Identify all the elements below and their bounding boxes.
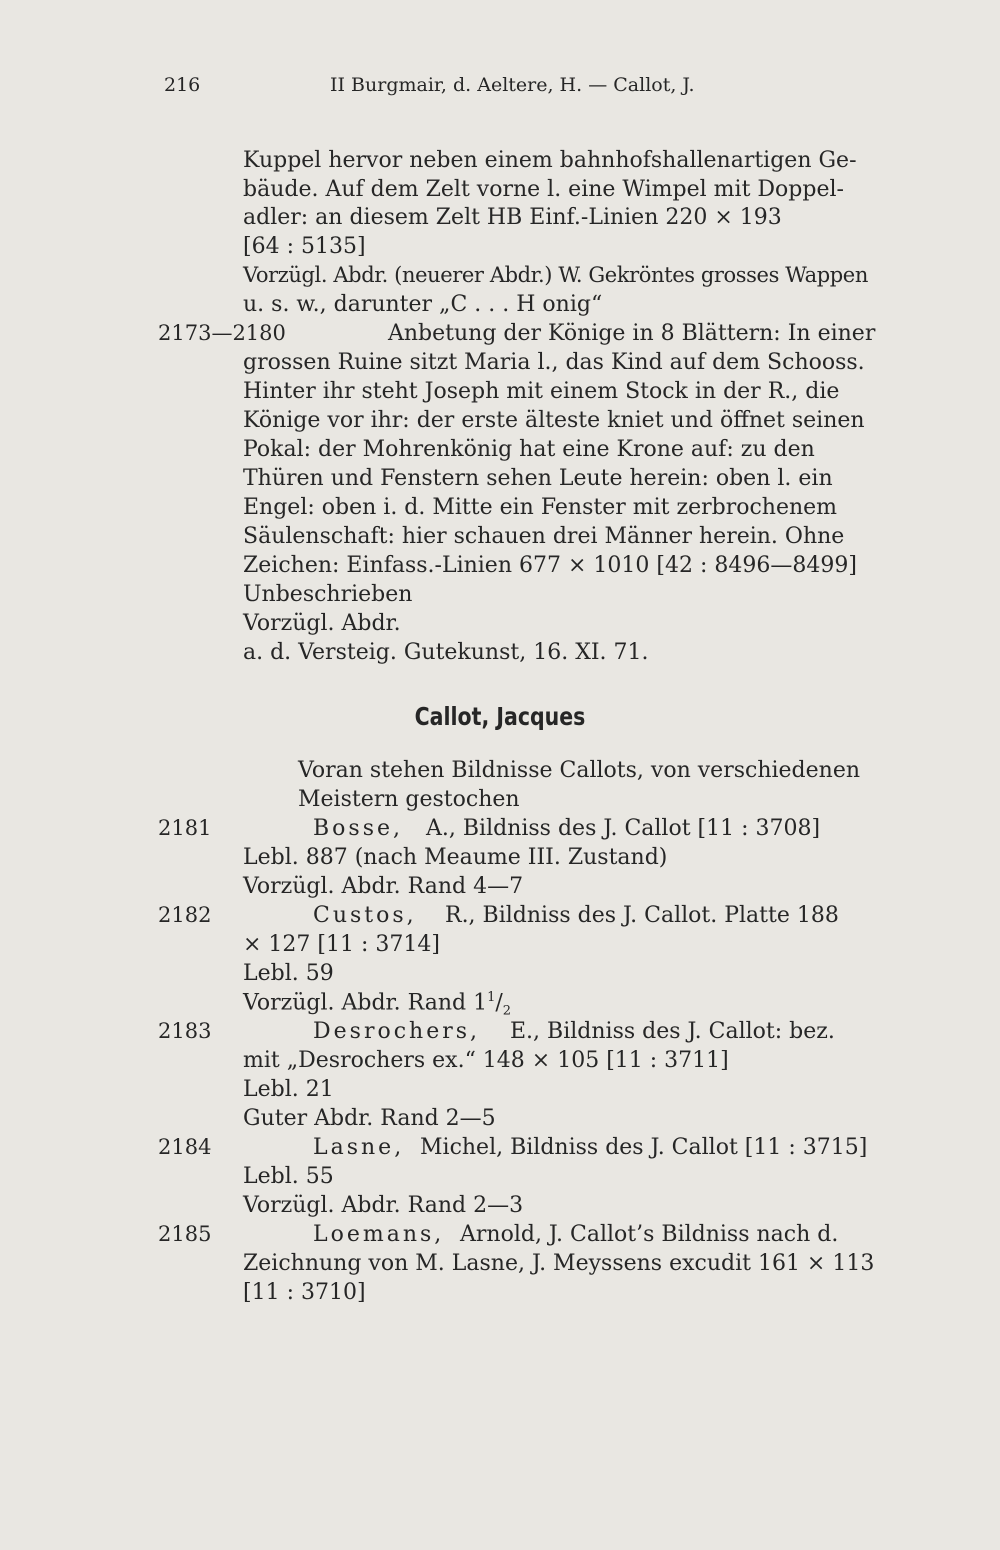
entry-number: 2182 [158, 903, 212, 927]
artist-name: Bosse, [313, 816, 404, 841]
text-line: [11 : 3710] [243, 1280, 366, 1305]
text-line: E., Bildniss des J. Callot: bez. [510, 1019, 835, 1044]
text-line: A., Bildniss des J. Callot [11 : 3708] [426, 816, 821, 841]
entry-number: 2184 [158, 1135, 212, 1159]
text-line: Voran stehen Bildnisse Callots, von verschiedenen [298, 758, 861, 783]
text-line: u. s. w., darunter „C . . . H onig“ [243, 292, 603, 317]
text-line: [64 : 5135] [243, 234, 366, 259]
text-line: Meistern gestochen [298, 787, 520, 812]
text-line: bäude. Auf dem Zelt vorne l. eine Wimpel mit Doppel- [243, 177, 844, 202]
text-line: Lebl. 21 [243, 1077, 334, 1102]
artist-name: Custos, [313, 903, 417, 928]
text-line: a. d. Versteig. Gutekunst, 16. XI. 71. [243, 640, 649, 665]
text-line: Pokal: der Mohrenkönig hat eine Krone auf: zu den [243, 437, 815, 462]
text-line: Arnold, J. Callot’s Bildniss nach d. [460, 1222, 839, 1247]
text-line: Vorzügl. Abdr. [243, 611, 401, 636]
text-line: Zeichnung von M. Lasne, J. Meyssens excudit 161 ⨯ 113 [243, 1251, 875, 1276]
text-line: grossen Ruine sitzt Maria l., das Kind auf dem Schooss. [243, 350, 865, 375]
text-line: Unbeschrieben [243, 582, 413, 607]
entry-number: 2181 [158, 816, 212, 840]
text-line: Kuppel hervor neben einem bahnhofshallenartigen Ge- [243, 148, 857, 173]
text-line: Vorzügl. Abdr. Rand 1 [243, 990, 488, 1016]
text-line: Könige vor ihr: der erste älteste kniet und öffnet seinen [243, 408, 865, 433]
text-line: mit „Desrochers ex.“ 148 ⨯ 105 [11 : 3711] [243, 1048, 729, 1073]
book-page: 216 II Burgmair, d. Aeltere, H. — Callot, J. Kuppel hervor neben einem bahnhofshallenartigen Ge- bäude. Auf dem Zelt vorne l. eine Wimpel mit Doppel- adler: an diesem Zelt HB Einf.-Linien 220 ⨯ 193 [64 : 5135] Vorzügl. Abdr. (neuerer Abdr.) W. Gekröntes grosses Wappen u. s. w., darunter „C . . . H onig“ 2173—2180 Anbetung der Könige in 8 Blättern: In einer grossen Ruine sitzt Maria l., das Kind auf dem Schooss. Hinter ihr steht Joseph mit einem Stock in der R., die Könige vor ihr: der erste älteste kniet und öffnet seinen Pokal: der Mohrenkönig hat eine Krone auf: zu den Thüren und Fenstern sehen Leute herein: oben l. ein Engel: oben i. d. Mitte ein Fenster mit zerbrochenem Säulenschaft: hier schauen drei Männer herein. Ohne Zeichen: Einfass.-Linien 677 ⨯ 1010 [42 : 8496—8499] Unbeschrieben Vorzügl. Abdr. a. d. Versteig. Gutekunst, 16. XI. 71. Callot, Jacques Voran stehen Bildnisse Callots, von verschiedenen Meistern gestochen 2181 Bosse, A., Bildniss des J. Callot [11 : 3708] Lebl. 887 (nach Meaume III. Zustand) Vorzügl. Abdr. Rand 4—7 2182 Custos, R., Bildniss des J. Callot. Platte 188 ⨯ 127 [11 : 3714] Lebl. 59 Vorzügl. Abdr. Rand $1^1/_2$ 2183 Desrochers, E., Bildniss des J. Callot: bez. mit „Desrochers ex.“ 148 ⨯ 105 [11 : 3711] Lebl. 21 Guter Abdr. Rand 2—5 2184 Lasne, Michel, Bildniss des J. Callot [11 : 3715] Lebl. 55 Vorzügl. Abdr. Rand 2—3 2185 Loemans, Arnold, J. Callot’s Bildniss nach d. Zeichnung von M. Lasne, J. Meyssens excudit 161 ⨯ 113 [11 : 3710] [0, 0, 1000, 1550]
running-title: II Burgmair, d. Aeltere, H. — Callot, J. [330, 74, 695, 96]
text-line: Zeichen: Einfass.-Linien 677 ⨯ 1010 [42 : 8496—8499] [243, 553, 857, 578]
text-line: Thüren und Fenstern sehen Leute herein: oben l. ein [243, 466, 833, 491]
text-line: Säulenschaft: hier schauen drei Männer herein. Ohne [243, 524, 845, 549]
artist-name: Lasne, [313, 1135, 405, 1160]
text-line: Vorzügl. Abdr. (neuerer Abdr.) W. Gekröntes grosses Wappen [243, 263, 868, 287]
entry-number: 2173—2180 [158, 321, 286, 345]
fraction-denominator: 2 [502, 1003, 512, 1019]
text-line: Michel, Bildniss des J. Callot [11 : 3715] [420, 1135, 868, 1160]
text-line: Vorzügl. Abdr. Rand 4—7 [243, 874, 524, 899]
section-heading: Callot, Jacques [414, 702, 586, 731]
entry-number: 2185 [158, 1222, 212, 1246]
running-head [160, 74, 880, 104]
text-line: Anbetung der Könige in 8 Blättern: In einer [388, 321, 876, 346]
text-line: ⨯ 127 [11 : 3714] [243, 932, 440, 957]
fraction-numerator: 1 [487, 990, 496, 1005]
text-line: Lebl. 55 [243, 1164, 334, 1189]
entry-number: 2183 [158, 1019, 212, 1043]
text-line: Lebl. 887 (nach Meaume III. Zustand) [243, 845, 668, 870]
artist-name: Loemans, [313, 1222, 445, 1247]
text-line: Vorzügl. Abdr. Rand 2—3 [243, 1193, 524, 1218]
artist-name: Desrochers, [313, 1019, 481, 1044]
text-line: Hinter ihr steht Joseph mit einem Stock in der R., die [243, 379, 840, 404]
page-number: 216 [164, 74, 201, 96]
text-line: Engel: oben i. d. Mitte ein Fenster mit zerbrochenem [243, 495, 838, 520]
text-line: Lebl. 59 [243, 961, 334, 986]
text-line: adler: an diesem Zelt HB Einf.-Linien 220 ⨯ 193 [243, 205, 782, 230]
text-line: Guter Abdr. Rand 2—5 [243, 1106, 496, 1131]
text-line: R., Bildniss des J. Callot. Platte 188 [445, 903, 839, 928]
